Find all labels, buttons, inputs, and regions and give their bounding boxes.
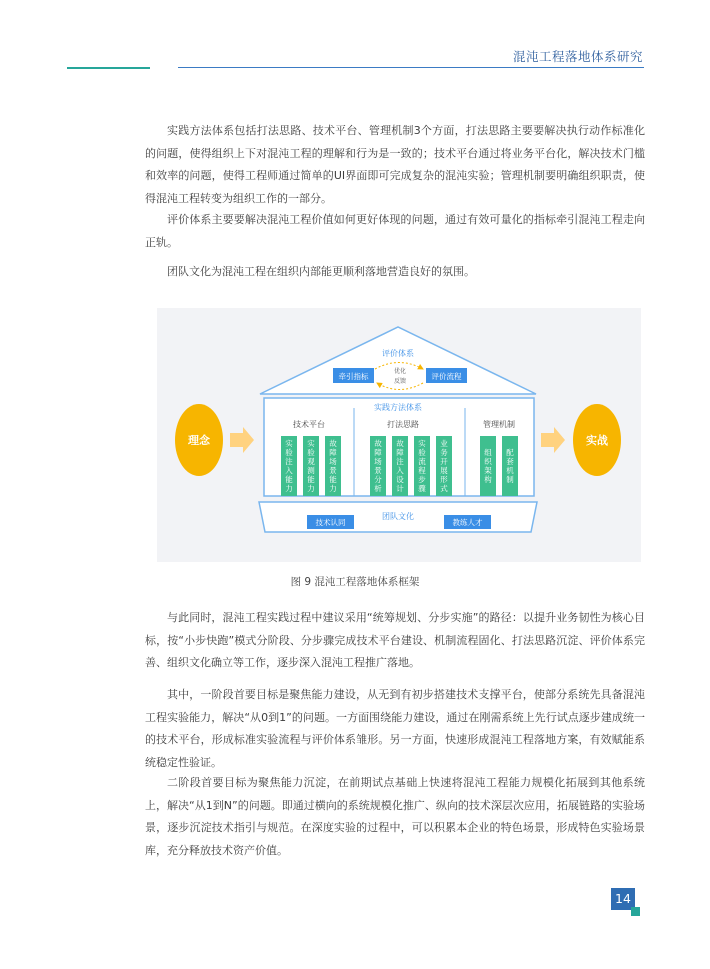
strategy-card-label: 业务开展形式 [440, 439, 448, 493]
mgmt-card-label: 组织架构 [484, 448, 492, 484]
header-title: 混沌工程落地体系研究 [512, 49, 643, 64]
strategy-card-label: 故障场景分析 [374, 439, 382, 493]
paragraph: 评价体系主要要解决混沌工程价值如何更好体现的问题，通过有效可量化的指标牵引混沌工程走向正轨。 [145, 213, 645, 249]
roof-right-label: 评价流程 [431, 372, 462, 381]
paragraph: 实践方法体系包括打法思路、技术平台、管理机制3个方面，打法思路主要要解决执行动作标准化的问题，使得组织上下对混沌工程的理解和行为是一致的；技术平台通过将业务平台化，解决技术门槛和效率的问题，使得工程师通过简单的UI界面即可完成复杂的混沌实验；管理机制要明确组织职责，使得混沌工程转变为组织工作的一部分。 [145, 124, 645, 205]
tech-card-label: 实验注入能力 [285, 439, 293, 493]
strategy-card-label: 故障注入设计 [396, 439, 404, 493]
base-right-label: 教练人才 [452, 518, 483, 527]
framework-diagram [157, 308, 641, 562]
concept-label: 理念 [188, 434, 210, 447]
page-number-accent [631, 907, 640, 916]
page-number: 14 [611, 888, 635, 910]
col-tech-title: 技术平台 [293, 420, 325, 429]
card-group [281, 436, 518, 496]
col-strategy-title: 打法思路 [387, 420, 419, 429]
col-mgmt-title: 管理机制 [483, 420, 515, 429]
right-arrow-icon [541, 427, 565, 453]
tech-card-label: 故障场景能力 [329, 439, 337, 493]
base-title: 团队文化 [382, 512, 414, 521]
framework-figure [157, 308, 641, 562]
paragraph: 其中，一阶段首要目标是聚焦能力建设，从无到有初步搭建技术支撑平台，使部分系统先具备混沌工程实验能力，解决“从0到1”的问题。一方面围绕能力建设，通过在刚需系统上先行试点逐步建成统一的技术平台，形成标准实验流程与评价体系雏形。另一方面，快速形成混沌工程落地方案，有效赋能系统稳定性验证。 [145, 688, 645, 769]
roof-left-label: 牵引指标 [338, 372, 369, 381]
header-rule-green [67, 67, 150, 69]
mgmt-card-label: 配套机制 [506, 448, 514, 484]
tech-card-label: 实验观测能力 [307, 439, 315, 493]
body-title: 实践方法体系 [374, 403, 422, 412]
roof-mid-label-2: 反馈 [393, 378, 407, 385]
practice-label: 实战 [586, 434, 608, 447]
roof-title: 评价体系 [382, 349, 414, 358]
figure-caption: 图 9 混沌工程落地体系框架 [290, 576, 420, 588]
header-rule-blue [178, 67, 644, 68]
paragraph: 团队文化为混沌工程在组织内部能更顺利落地营造良好的氛围。 [167, 265, 475, 278]
paragraph: 二阶段首要目标为聚焦能力沉淀，在前期试点基础上快速将混沌工程能力规模化拓展到其他系统上，解决“从1到N”的问题。即通过横向的系统规模化推广、纵向的技术深层次应用，拓展链路的实验场景，逐步沉淀技术指引与规范。在深度实验的过程中，可以积累本企业的特色场景，形成特色实验场景库，充分释放技术资产价值。 [145, 776, 645, 857]
base-left-label: 技术认同 [315, 518, 346, 527]
strategy-card-label: 实验流程步骤 [418, 439, 426, 493]
paragraph: 与此同时，混沌工程实践过程中建议采用“统筹规划、分步实施”的路径：以提升业务韧性为核心目标，按“小步快跑”模式分阶段、分步骤完成技术平台建设、机制流程固化、打法思路沉淀、评价体系完善、组织文化确立等工作，逐步深入混沌工程推广落地。 [145, 611, 645, 669]
roof-mid-label-1: 优化 [393, 368, 407, 375]
right-arrow-icon [230, 427, 254, 453]
